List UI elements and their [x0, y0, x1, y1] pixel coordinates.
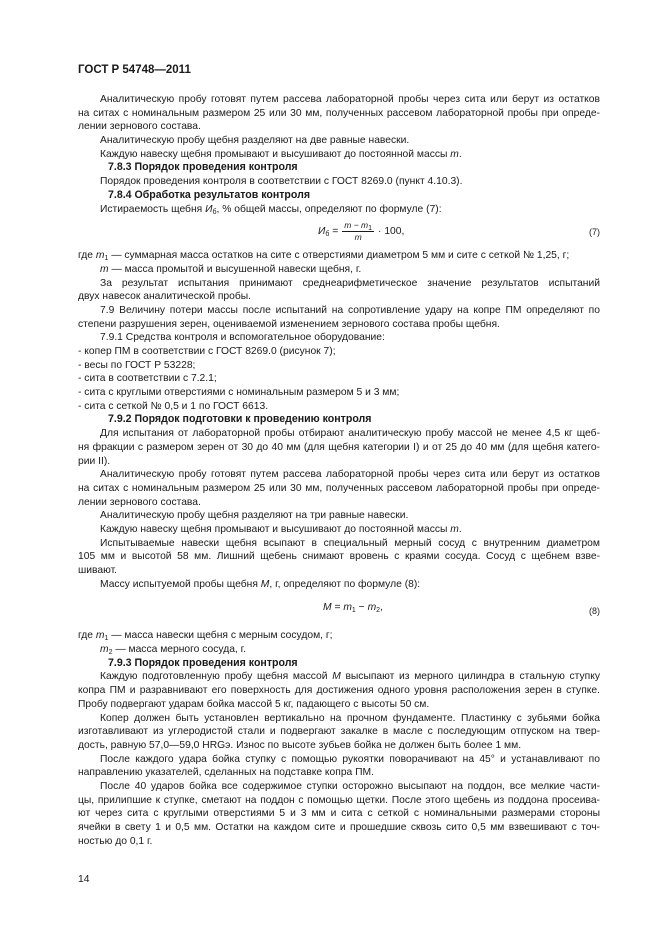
formula-8-eq: =: [331, 602, 344, 614]
text-line: рии II).: [78, 455, 111, 467]
text-line: лении зернового состава.: [78, 121, 201, 133]
text-line: - сита в соответствии с 7.2.1;: [78, 373, 217, 385]
text-line: на ситах с номинальным размером 25 или 30 мм, полученных рассевом лабораторной пробы при опреде-: [78, 482, 600, 494]
formula-7-number: (7): [589, 227, 600, 238]
text-line: шивают.: [78, 565, 118, 576]
section-heading: 7.8.3 Порядок проведения контроля: [108, 161, 298, 174]
text-line: изготавливают из углеродистой стали и подвергают закалке в масле с последующим отпуском на твер-: [78, 726, 600, 738]
formula-7-fraction: [342, 220, 374, 243]
formula-7-lhs-sub: б: [325, 230, 330, 238]
page-number: 14: [78, 874, 90, 885]
formula-7-num-sub: 1: [368, 225, 373, 233]
text-line: Порядок проведения контроля в соответствии с ГОСТ 8269.0 (пункт 4.10.3).: [100, 176, 463, 188]
text-line: где $m_1$ — масса навески щебня с мерным сосудом, г;: [78, 630, 333, 643]
text-line: Пробу подвергают ударам бойка массой 5 кг, падающего с высоты 50 см.: [78, 698, 430, 710]
text-line: где $m_1$ — суммарная масса остатков на сите с отверстиями диаметром 5 мм и сите с сеткой № 1,25, г;: [78, 250, 570, 263]
text-line: Испытываемые навески щебня всыпают в специальный мерный сосуд с внутренним диаметром: [100, 537, 600, 549]
document-body: [78, 93, 600, 848]
text-line: ностью до 0,1 г.: [78, 835, 153, 847]
formula-8: [78, 591, 600, 629]
formula-8-lhs: M: [323, 602, 332, 614]
text-line: Аналитическую пробу щебня разделяют на три равные навески.: [100, 510, 409, 522]
formula-7-numerator: m − m: [344, 220, 369, 231]
text-line: 7.9 Величину потери массы после испытаний на сопротивление удару на копре ПМ определяют по: [100, 304, 600, 316]
text-line: двух навесок аналитической пробы.: [78, 291, 252, 303]
text-line: Аналитическую пробу готовят путем рассева лабораторной пробы через сита или берут из остатков: [100, 469, 600, 481]
formula-8-m2: m: [367, 602, 377, 614]
document-header: ГОСТ Р 54748—2011: [78, 64, 191, 76]
formula-8-minus: −: [355, 602, 368, 614]
section-heading: 7.9.2 Порядок подготовки к проведению контроля: [108, 413, 372, 426]
text-line: Массу испытуемой пробы щебня M, г, определяют по формуле (8):: [100, 578, 421, 590]
text-line: Аналитическую пробу щебня разделяют на две равные навески.: [100, 135, 410, 147]
text-line: направлению указателей, сделанных на подставке копра ПМ.: [78, 767, 374, 779]
text-line: - сита с сеткой № 0,5 и 1 по ГОСТ 6613.: [78, 400, 269, 412]
text-line: Истираемость щебня $И_б$, % общей массы, определяют по формуле (7):: [100, 203, 442, 216]
text-line: Каждую навеску щебня промывают и высушивают до постоянной массы m.: [100, 523, 462, 535]
text-line: Аналитическую пробу готовят путем рассева лабораторной пробы через сита или берут из остатков: [100, 94, 600, 105]
text-line: - сита с круглыми отверстиями с номинальным размером 5 и 3 мм;: [78, 387, 400, 399]
formula-7-lhs: И: [318, 225, 326, 237]
section-heading: 7.9.3 Порядок проведения контроля: [108, 656, 298, 669]
text-line: ня фракции с размером зерен от 30 до 40 мм (для щебня категории I) и от 25 до 40 мм (для щебня катего-: [78, 441, 600, 453]
text-line: копра ПМ и разравнивают его поверхность для достижения одного уровня расположения зерен в ступке.: [78, 685, 600, 697]
text-line: цы, прилипшие к ступке, сметают на поддон с помощью щетки. После этого щебень из поддона просеива-: [78, 794, 600, 806]
text-section-7-8: [78, 93, 600, 216]
text-line: дость, равную 57,0—59,0 HRGэ. Износ по высоте зубьев бойка не должен быть более 1 мм.: [78, 739, 522, 751]
formula-8-number: (8): [589, 606, 600, 617]
formula-8-m2-sub: 2: [376, 607, 381, 615]
text-line: - копер ПМ в соответствии с ГОСТ 8269.0 (рисунок 7);: [78, 346, 336, 357]
formula-8-m1-sub: 1: [351, 607, 356, 615]
text-line: 7.9.1 Средства контроля и вспомогательное оборудование:: [100, 332, 385, 344]
text-line: Для испытания от лабораторной пробы отбирают аналитическую пробу массой не менее 4,5 кг щеб-: [100, 428, 600, 440]
text-line: Копер должен быть установлен вертикально на прочном фундаменте. Пластинку с зубьями бойка: [100, 712, 600, 724]
formula-7: $И_б$ = $\frac{m - m_1}{m}$ · 100, (7): [318, 220, 600, 243]
formula-8-tail: ,: [380, 602, 383, 614]
text-line: За результат испытания принимают среднеарифметическое значение результатов испытаний: [100, 277, 600, 289]
text-line: ют через сита с круглыми отверстиями 5 и 3 мм и сита с сеткой с номинальными размерами стороны: [78, 808, 600, 820]
formula-8-m1: m: [343, 602, 352, 614]
text-line: - весы по ГОСТ Р 53228;: [78, 359, 196, 371]
text-line: степени разрушения зерен, оцениваемой изменением зернового состава пробы щебня.: [78, 318, 500, 330]
text-line: $m_2$ — масса мерного сосуда, г.: [100, 644, 247, 657]
text-section-7-9-3: [78, 629, 600, 848]
text-line: лении зернового состава.: [78, 496, 201, 508]
text-line: 105 мм и высотой 58 мм. Лишний щебень снимают вровень с краями сосуда. Сосуд с щебнем взве-: [78, 551, 600, 563]
text-line: m — масса промытой и высушенной навески щебня, г.: [100, 263, 362, 275]
formula-7-rest: · 100,: [378, 225, 405, 237]
text-line: Каждую навеску щебня промывают и высушивают до постоянной массы m.: [100, 148, 462, 160]
text-line: на ситах с номинальным размером 25 или 30 мм, полученных рассевом лабораторной пробы при опреде-: [78, 107, 600, 119]
section-heading: 7.8.4 Обработка результатов контроля: [108, 188, 311, 201]
text-line: Каждую подготовленную пробу щебня массой M высыпают из мерного цилиндра в стальную ступку: [100, 671, 600, 683]
text-line: После 40 ударов бойка все содержимое ступки осторожно высыпают на поддон, все мелкие части-: [100, 780, 600, 792]
text-line: ячейки в свету 1 и 0,5 мм. Остатки на каждом сите и прошедшие сквозь сито 0,5 мм взвешивают с точ-: [78, 822, 600, 833]
formula-7-denominator: m: [354, 232, 362, 243]
text-section-7-9: [78, 249, 600, 591]
text-line: После каждого удара бойка ступку с помощью рукоятки поворачивают на 45° и устанавливают по: [100, 753, 600, 765]
